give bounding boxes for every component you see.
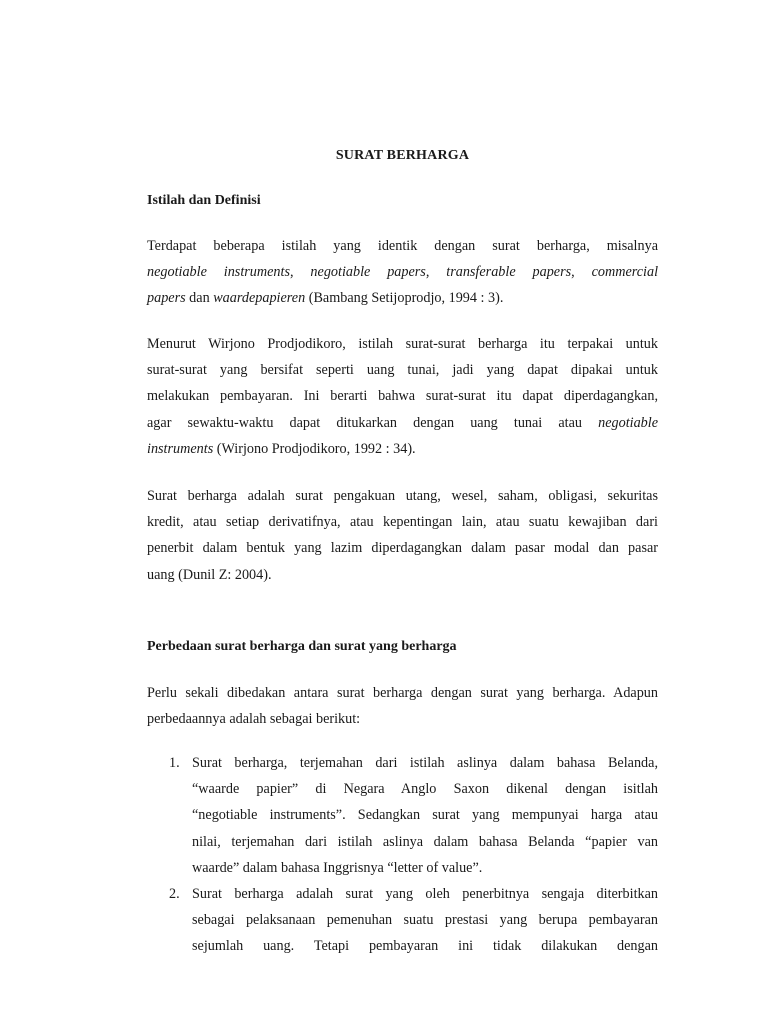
paragraph-line: instruments (Wirjono Prodjodikoro, 1992 : 34). xyxy=(147,440,416,457)
numbered-list xyxy=(147,750,658,960)
paragraph-line: “negotiable instruments”. Sedangkan surat yang mempunyai harga atau xyxy=(192,807,658,824)
paragraph-line: negotiable instruments, negotiable papers, transferable papers, commercial xyxy=(147,264,659,281)
paragraph-perlu xyxy=(147,680,658,732)
section-heading-perbedaan: Perbedaan surat berharga dan surat yang berharga xyxy=(147,639,457,654)
list-item xyxy=(147,750,658,881)
list-number: 1. xyxy=(169,755,180,771)
paragraph-line: perbedaannya adalah sebagai berikut: xyxy=(147,711,361,728)
paragraph-line: Perlu sekali dibedakan antara surat berharga dengan surat yang berharga. Adapun xyxy=(147,685,658,701)
document-title: SURAT BERHARGA xyxy=(335,148,470,163)
list-number: 2. xyxy=(169,885,180,902)
paragraph-line: Menurut Wirjono Prodjodikoro, istilah surat-surat berharga itu terpakai untuk xyxy=(147,336,658,352)
paragraph-line: uang (Dunil Z: 2004). xyxy=(147,566,272,583)
paragraph-line: sebagai pelaksanaan pemenuhan suatu prestasi yang berupa pembayaran xyxy=(192,912,658,929)
paragraph-line: penerbit dalam bentuk yang lazim diperdagangkan dalam pasar modal dan pasar xyxy=(147,540,658,557)
list-item-text xyxy=(192,750,658,881)
paragraph-line: Surat berharga, terjemahan dari istilah aslinya dalam bahasa Belanda, xyxy=(192,755,658,771)
paragraph-line: Surat berharga adalah surat yang oleh penerbitnya sengaja diterbitkan xyxy=(192,885,658,902)
paragraph-line: papers dan waardepapieren (Bambang Setijoprodjo, 1994 : 3). xyxy=(147,290,504,307)
paragraph-definisi xyxy=(147,483,658,588)
paragraph-line: Surat berharga adalah surat pengakuan utang, wesel, saham, obligasi, sekuritas xyxy=(147,488,658,504)
section-heading-istilah: Istilah dan Definisi xyxy=(147,193,261,208)
paragraph-line: kredit, atau setiap derivatifnya, atau kepentingan lain, atau suatu kewajiban dari xyxy=(147,514,658,531)
paragraph-line: sejumlah uang. Tetapi pembayaran ini tidak dilakukan dengan xyxy=(192,938,658,955)
paragraph-line: “waarde papier” di Negara Anglo Saxon dikenal dengan isitlah xyxy=(192,781,658,798)
paragraph-istilah xyxy=(147,233,658,312)
paragraph-line: waarde” dalam bahasa Inggrisnya “letter of value”. xyxy=(192,859,483,876)
paragraph-line: agar sewaktu-waktu dapat ditukarkan dengan uang tunai atau negotiable xyxy=(147,414,658,431)
paragraph-menurut xyxy=(147,331,658,462)
list-item-text xyxy=(192,881,658,960)
paragraph-line: Terdapat beberapa istilah yang identik dengan surat berharga, misalnya xyxy=(147,238,658,254)
list-item xyxy=(147,881,658,960)
paragraph-line: melakukan pembayaran. Ini berarti bahwa surat-surat itu dapat diperdagangkan, xyxy=(147,388,658,405)
paragraph-line: nilai, terjemahan dari istilah aslinya dalam bahasa Belanda “papier van xyxy=(192,833,658,850)
paragraph-line: surat-surat yang bersifat seperti uang tunai, jadi yang dapat dipakai untuk xyxy=(147,362,658,379)
